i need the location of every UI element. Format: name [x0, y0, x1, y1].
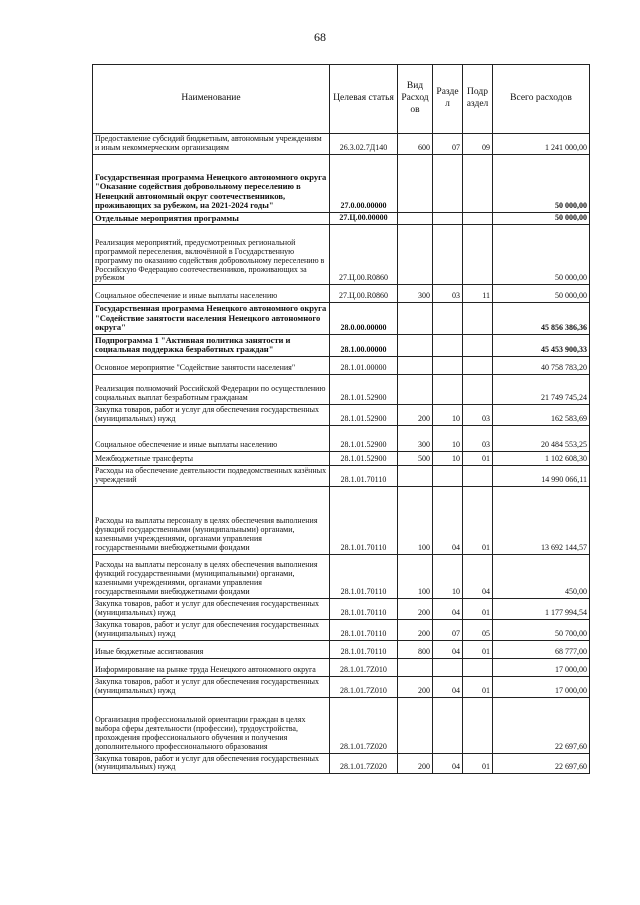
row-type: [398, 658, 433, 676]
row-type: [398, 154, 433, 212]
row-type: [398, 357, 433, 375]
row-total: 1 177 994,54: [493, 598, 590, 619]
row-type: [398, 465, 433, 486]
row-type: 100: [398, 486, 433, 554]
row-type: [398, 697, 433, 753]
row-subsection: 01: [463, 451, 493, 465]
row-subsection: [463, 658, 493, 676]
row-target: 27.Ц.00.R0860: [330, 225, 398, 285]
row-section: 10: [433, 451, 463, 465]
row-section: [433, 697, 463, 753]
row-target: 28.1.01.7Z010: [330, 658, 398, 676]
row-target: 27.Ц.00.00000: [330, 212, 398, 225]
row-name: Закупка товаров, работ и услуг для обеспечения государственных (муниципальных) нужд: [93, 619, 330, 640]
row-total: 68 777,00: [493, 640, 590, 658]
header-section: Разде л: [433, 65, 463, 134]
row-total: 50 700,00: [493, 619, 590, 640]
budget-table: [92, 64, 590, 774]
row-name: Расходы на выплаты персоналу в целях обеспечения выполнения функций государственными (муниципальными) органами, казенными учреждениями, органами управления государственными внебюджетными фондами: [93, 554, 330, 598]
row-subsection: 01: [463, 486, 493, 554]
row-type: [398, 334, 433, 356]
row-type: 200: [398, 619, 433, 640]
row-target: 28.1.01.52900: [330, 425, 398, 451]
row-name: Государственная программа Ненецкого автономного округа "Оказание содействия добровольному переселению в Ненецкий автономный округ соотечественников, проживающих за рубежом, на 2021-2024 годы": [93, 154, 330, 212]
row-name: Информирование на рынке труда Ненецкого автономного округа: [93, 658, 330, 676]
row-target: 27.0.00.00000: [330, 154, 398, 212]
row-type: [398, 212, 433, 225]
row-type: [398, 375, 433, 405]
row-target: 27.Ц.00.R0860: [330, 285, 398, 303]
table-row: [93, 285, 590, 303]
table-row: [93, 225, 590, 285]
row-section: 10: [433, 425, 463, 451]
row-subsection: 01: [463, 676, 493, 697]
row-total: 50 000,00: [493, 225, 590, 285]
row-subsection: 03: [463, 425, 493, 451]
row-name: Закупка товаров, работ и услуг для обеспечения государственных (муниципальных) нужд: [93, 753, 330, 774]
row-subsection: 09: [463, 134, 493, 155]
row-type: 200: [398, 676, 433, 697]
row-target: 28.0.00.00000: [330, 303, 398, 335]
row-section: [433, 658, 463, 676]
row-total: 22 697,60: [493, 753, 590, 774]
row-subsection: [463, 697, 493, 753]
row-target: 28.1.01.7Z010: [330, 676, 398, 697]
row-subsection: [463, 225, 493, 285]
row-section: 04: [433, 676, 463, 697]
row-section: [433, 154, 463, 212]
row-target: 28.1.01.52900: [330, 405, 398, 426]
row-name: Организация профессиональной ориентации граждан в целях выбора сферы деятельности (профессии), трудоустройства, прохождения профессионального обучения и получения дополнительного профессионального образования: [93, 697, 330, 753]
row-name: Закупка товаров, работ и услуг для обеспечения государственных (муниципальных) нужд: [93, 676, 330, 697]
row-name: Реализация мероприятий, предусмотренных региональной программой переселения, включённой в Государственную программу по оказанию содействия добровольному переселению в Российскую Федерацию соотечественников, проживающих за рубежом: [93, 225, 330, 285]
row-type: 200: [398, 753, 433, 774]
table-row: [93, 357, 590, 375]
header-total: Всего расходов: [493, 65, 590, 134]
row-name: Реализация полномочий Российской Федерации по осуществлению социальных выплат безработным гражданам: [93, 375, 330, 405]
row-subsection: 03: [463, 405, 493, 426]
row-type: [398, 303, 433, 335]
row-name: Социальное обеспечение и иные выплаты населению: [93, 425, 330, 451]
header-type: Вид Расход ов: [398, 65, 433, 134]
row-total: 50 000,00: [493, 212, 590, 225]
row-type: [398, 225, 433, 285]
row-subsection: 05: [463, 619, 493, 640]
row-subsection: 01: [463, 753, 493, 774]
row-target: 28.1.01.52900: [330, 375, 398, 405]
row-name: Иные бюджетные ассигнования: [93, 640, 330, 658]
row-name: Социальное обеспечение и иные выплаты населению: [93, 285, 330, 303]
row-section: 04: [433, 640, 463, 658]
row-total: 20 484 553,25: [493, 425, 590, 451]
row-section: [433, 225, 463, 285]
row-name: Закупка товаров, работ и услуг для обеспечения государственных (муниципальных) нужд: [93, 405, 330, 426]
row-subsection: 11: [463, 285, 493, 303]
row-total: 162 583,69: [493, 405, 590, 426]
row-subsection: [463, 334, 493, 356]
row-section: 07: [433, 134, 463, 155]
header-name: Наименование: [93, 65, 330, 134]
row-name: Расходы на выплаты персоналу в целях обеспечения выполнения функций государственными (муниципальными) органами, казенными учреждениями, органами управления государственными внебюджетными фондами: [93, 486, 330, 554]
row-type: 500: [398, 451, 433, 465]
row-total: 1 241 000,00: [493, 134, 590, 155]
row-type: 200: [398, 405, 433, 426]
row-target: 28.1.01.70110: [330, 619, 398, 640]
table-row: [93, 405, 590, 426]
row-total: 14 990 066,11: [493, 465, 590, 486]
row-target: 28.1.01.70110: [330, 554, 398, 598]
row-section: 07: [433, 619, 463, 640]
table-row: [93, 212, 590, 225]
row-total: 17 000,00: [493, 658, 590, 676]
table-row: [93, 554, 590, 598]
row-name: Предоставление субсидий бюджетным, автономным учреждениям и иным некоммерческим организациям: [93, 134, 330, 155]
row-section: 10: [433, 405, 463, 426]
row-subsection: 01: [463, 598, 493, 619]
row-name: Подпрограмма 1 "Активная политика занятости и социальная поддержка безработных граждан": [93, 334, 330, 356]
row-section: [433, 465, 463, 486]
row-type: 600: [398, 134, 433, 155]
table-row: [93, 154, 590, 212]
row-subsection: 01: [463, 640, 493, 658]
row-type: 300: [398, 425, 433, 451]
row-total: 50 000,00: [493, 285, 590, 303]
row-section: [433, 212, 463, 225]
row-section: [433, 303, 463, 335]
row-type: 300: [398, 285, 433, 303]
row-subsection: [463, 375, 493, 405]
table-row: [93, 697, 590, 753]
table-header-row: [93, 65, 590, 134]
row-target: 28.1.01.00000: [330, 357, 398, 375]
row-section: [433, 334, 463, 356]
row-subsection: 04: [463, 554, 493, 598]
row-total: 22 697,60: [493, 697, 590, 753]
table-row: [93, 303, 590, 335]
row-target: 28.1.00.00000: [330, 334, 398, 356]
header-subsection: Подр аздел: [463, 65, 493, 134]
row-name: Закупка товаров, работ и услуг для обеспечения государственных (муниципальных) нужд: [93, 598, 330, 619]
row-target: 26.3.02.7Д140: [330, 134, 398, 155]
table-row: [93, 375, 590, 405]
row-target: 28.1.01.70110: [330, 486, 398, 554]
page-number: 68: [314, 30, 326, 44]
row-subsection: [463, 212, 493, 225]
row-total: 45 856 386,36: [493, 303, 590, 335]
row-section: 04: [433, 753, 463, 774]
row-name: Основное мероприятие "Содействие занятости населения": [93, 357, 330, 375]
row-total: 21 749 745,24: [493, 375, 590, 405]
row-name: Отдельные мероприятия программы: [93, 212, 330, 225]
row-total: 50 000,00: [493, 154, 590, 212]
row-target: 28.1.01.7Z020: [330, 753, 398, 774]
row-section: 03: [433, 285, 463, 303]
row-total: 45 453 900,33: [493, 334, 590, 356]
row-section: [433, 357, 463, 375]
row-total: 17 000,00: [493, 676, 590, 697]
row-name: Расходы на обеспечение деятельности подведомственных казённых учреждений: [93, 465, 330, 486]
row-total: 13 692 144,57: [493, 486, 590, 554]
row-section: 10: [433, 554, 463, 598]
row-subsection: [463, 303, 493, 335]
table-row: [93, 451, 590, 465]
row-type: 100: [398, 554, 433, 598]
row-subsection: [463, 465, 493, 486]
table-row: [93, 425, 590, 451]
table-row: [93, 334, 590, 356]
row-type: 800: [398, 640, 433, 658]
table-row: [93, 676, 590, 697]
row-subsection: [463, 154, 493, 212]
row-target: 28.1.01.70110: [330, 465, 398, 486]
row-target: 28.1.01.52900: [330, 451, 398, 465]
row-target: 28.1.01.7Z020: [330, 697, 398, 753]
table-row: [93, 619, 590, 640]
table-row: [93, 753, 590, 774]
row-total: 1 102 608,30: [493, 451, 590, 465]
table-row: [93, 658, 590, 676]
row-target: 28.1.01.70110: [330, 598, 398, 619]
header-target: Целевая статья: [330, 65, 398, 134]
row-section: [433, 375, 463, 405]
table-row: [93, 465, 590, 486]
table-row: [93, 640, 590, 658]
row-name: Государственная программа Ненецкого автономного округа "Содействие занятости населения Ненецкого автономного округа": [93, 303, 330, 335]
row-target: 28.1.01.70110: [330, 640, 398, 658]
row-total: 40 758 783,20: [493, 357, 590, 375]
row-type: 200: [398, 598, 433, 619]
row-section: 04: [433, 486, 463, 554]
row-total: 450,00: [493, 554, 590, 598]
table-row: [93, 134, 590, 155]
row-section: 04: [433, 598, 463, 619]
table-row: [93, 486, 590, 554]
table-row: [93, 598, 590, 619]
row-name: Межбюджетные трансферты: [93, 451, 330, 465]
row-subsection: [463, 357, 493, 375]
